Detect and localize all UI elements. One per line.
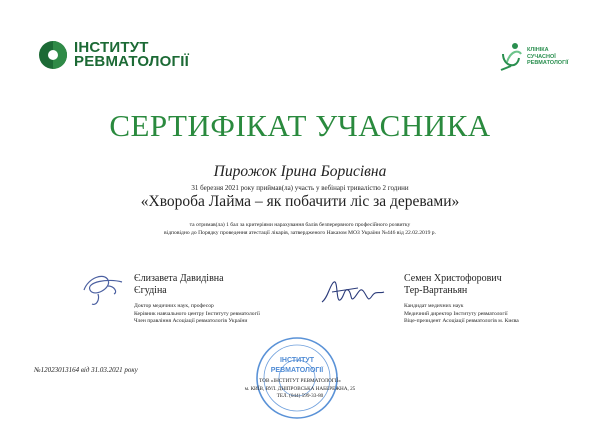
logo-line1: ІНСТИТУТ — [74, 39, 149, 56]
company-info — [0, 378, 600, 401]
certificate-number: №12023013164 від 31.03.2021 року — [34, 366, 138, 374]
right-signer-role-1: Кандидат медичних наук — [404, 303, 464, 309]
stamp-top-text: ІНСТИТУТ — [279, 357, 315, 364]
stamp-middle-text: РЕВМАТОЛОГІЇ — [270, 367, 324, 374]
participation-line: 31 березня 2021 року приймав(ла) участь у вебінарі тривалістю 2 години — [191, 184, 409, 192]
left-signer-role-3: Член правління Асоціації ревматологів України — [134, 318, 248, 324]
points-line-1: та отримав(ла) 1 бал за критеріями нарахування балів безперервного професійного розвитку — [189, 222, 411, 228]
webinar-title: «Хвороба Лайма – як побачити ліс за деревами» — [140, 193, 460, 210]
clinic-logo-line1: КЛІНІКА — [527, 47, 549, 54]
recipient-name: Пирожок Ірина Борисівна — [213, 163, 387, 180]
clinic-logo-icon — [497, 40, 525, 74]
left-signer-role-1: Доктор медичних наук, професор — [134, 303, 214, 309]
right-signer-name-2: Тер-Вартаньян — [404, 285, 468, 296]
right-signer — [404, 273, 519, 326]
institute-logo-icon — [38, 40, 68, 70]
right-signature-icon — [318, 272, 388, 312]
clinic-logo — [497, 40, 568, 74]
left-signer-name-2: Єгудіна — [134, 285, 167, 296]
left-signer — [134, 273, 260, 326]
left-signer-name-1: Єлизавета Давидівна — [134, 273, 224, 284]
points-line-2: відповідно до Порядку проведення атестації лікарів, затвердженого Наказом МОЗ України №446 від 22.02.2019 р. — [164, 230, 436, 236]
right-signer-name-1: Семен Христофорович — [404, 273, 502, 284]
company-line-3: ТЕЛ. (044) 599-33-80 — [276, 393, 324, 399]
institute-logo — [38, 40, 189, 70]
certificate-title: СЕРТИФІКАТ УЧАСНИКА — [109, 108, 491, 143]
right-signer-role-3: Віце-президент Асоціації ревматологів м. Києва — [404, 318, 519, 324]
clinic-logo-line2: СУЧАСНОЇ — [527, 53, 556, 60]
company-line-2: м. КИЇВ, ВУЛ. ДНІПРОВСЬКА НАБЕРЕЖНА, 25 — [244, 385, 356, 392]
left-signature-icon — [78, 264, 128, 308]
company-line-1: ТОВ «ІНСТИТУТ РЕВМАТОЛОГІЇ» — [259, 378, 341, 384]
left-signer-role-2: Керівник навчального центру Інституту ревматології — [134, 310, 260, 317]
clinic-logo-line3: РЕВМАТОЛОГІЇ — [527, 60, 569, 67]
right-signer-role-2: Медичний директор Інституту ревматології — [404, 310, 508, 317]
logo-line2: РЕВМАТОЛОГІЇ — [74, 53, 189, 70]
